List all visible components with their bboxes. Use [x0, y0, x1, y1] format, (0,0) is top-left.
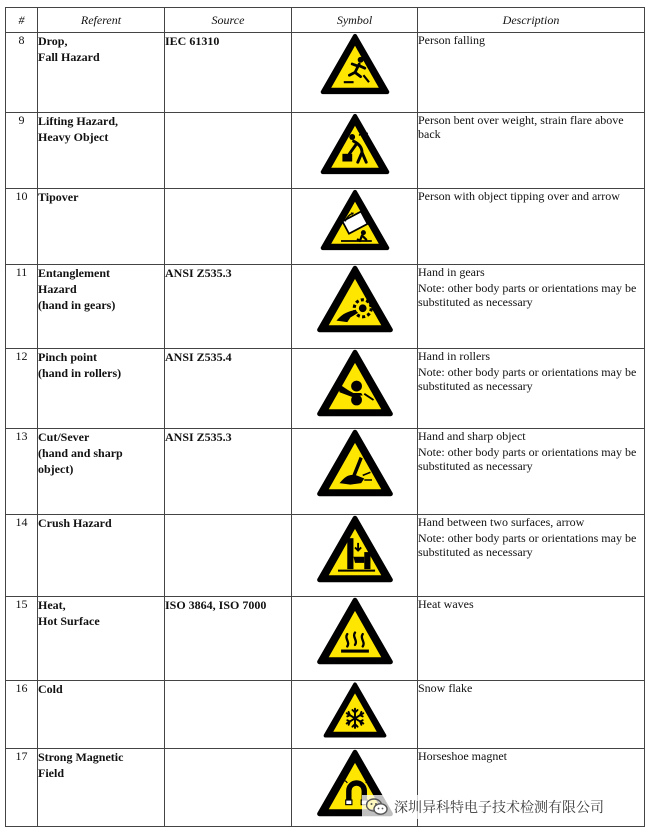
table-body — [6, 33, 645, 827]
description-text: Hand in gears — [418, 265, 485, 279]
watermark — [362, 795, 608, 819]
person-falling-icon — [320, 33, 390, 95]
referent-cell — [38, 681, 165, 749]
header-source: Source — [165, 8, 292, 33]
symbol-cell — [292, 113, 418, 189]
description-cell — [418, 349, 645, 429]
referent-cell — [38, 113, 165, 189]
source-cell: ANSI Z535.3 — [165, 429, 292, 515]
description-note: Note: other body parts or orientations may be substituted as necessary — [418, 445, 637, 473]
description-cell — [418, 265, 645, 349]
source-cell — [165, 113, 292, 189]
table-header-row — [6, 8, 645, 33]
table-row — [6, 113, 645, 189]
symbol-cell — [292, 597, 418, 681]
symbol-cell — [292, 681, 418, 749]
row-number: 8 — [6, 33, 38, 113]
description-note: Note: other body parts or orientations may be substituted as necessary — [418, 531, 637, 559]
referent-cell — [38, 749, 165, 827]
source-cell: IEC 61310 — [165, 33, 292, 113]
heat-waves-icon — [316, 597, 394, 665]
description-text: Person bent over weight, strain flare above back — [418, 113, 624, 141]
referent-line: Hot Surface — [38, 614, 100, 628]
header-description: Description — [418, 8, 645, 33]
description-cell — [418, 681, 645, 749]
referent-cell — [38, 515, 165, 597]
referent-line: (hand in rollers) — [38, 366, 122, 380]
referent-line: Drop, — [38, 34, 68, 48]
cut-sever-icon — [316, 429, 394, 497]
referent-line: Hazard — [38, 282, 77, 296]
referent-line: Pinch point — [38, 350, 98, 364]
referent-line: Lifting Hazard, — [38, 114, 118, 128]
source-cell: ANSI Z535.4 — [165, 349, 292, 429]
referent-line: Crush Hazard — [38, 516, 112, 530]
watermark-text: 深圳异科特电子技术检测有限公司 — [394, 800, 604, 816]
source-cell: ANSI Z535.3 — [165, 265, 292, 349]
description-text: Hand between two surfaces, arrow — [418, 515, 585, 529]
row-number: 16 — [6, 681, 38, 749]
referent-line: Heavy Object — [38, 130, 109, 144]
symbol-cell — [292, 265, 418, 349]
table-row — [6, 429, 645, 515]
row-number: 11 — [6, 265, 38, 349]
header-symbol: Symbol — [292, 8, 418, 33]
referent-cell — [38, 33, 165, 113]
description-cell — [418, 189, 645, 265]
description-text: Hand and sharp object — [418, 429, 526, 443]
table-row — [6, 515, 645, 597]
symbol-cell — [292, 33, 418, 113]
description-cell — [418, 597, 645, 681]
description-text: Snow flake — [418, 681, 473, 695]
row-number: 13 — [6, 429, 38, 515]
row-number: 14 — [6, 515, 38, 597]
row-number: 15 — [6, 597, 38, 681]
referent-cell — [38, 429, 165, 515]
referent-cell — [38, 349, 165, 429]
referent-line: Field — [38, 766, 64, 780]
source-cell — [165, 681, 292, 749]
table-row — [6, 597, 645, 681]
referent-line: Cold — [38, 682, 63, 696]
symbol-cell — [292, 189, 418, 265]
referent-line: Cut/Sever — [38, 430, 90, 444]
referent-line: object) — [38, 462, 74, 476]
table-row — [6, 681, 645, 749]
description-text: Heat waves — [418, 597, 474, 611]
header-referent: Referent — [38, 8, 165, 33]
source-cell: ISO 3864, ISO 7000 — [165, 597, 292, 681]
lifting-hazard-icon — [320, 113, 390, 175]
description-note: Note: other body parts or orientations may be substituted as necessary — [418, 281, 637, 309]
referent-line: (hand in gears) — [38, 298, 116, 312]
referent-cell — [38, 597, 165, 681]
description-cell — [418, 429, 645, 515]
referent-line: Heat, — [38, 598, 66, 612]
description-cell — [418, 515, 645, 597]
description-cell — [418, 33, 645, 113]
row-number: 9 — [6, 113, 38, 189]
row-number: 17 — [6, 749, 38, 827]
hand-in-gears-icon — [316, 265, 394, 333]
snowflake-icon — [323, 681, 387, 739]
row-number: 12 — [6, 349, 38, 429]
table-row — [6, 33, 645, 113]
row-number: 10 — [6, 189, 38, 265]
description-text: Person falling — [418, 33, 485, 47]
referent-line: (hand and sharp — [38, 446, 123, 460]
source-cell — [165, 189, 292, 265]
symbol-cell — [292, 515, 418, 597]
referent-cell — [38, 189, 165, 265]
description-cell — [418, 113, 645, 189]
symbol-cell — [292, 429, 418, 515]
description-text: Person with object tipping over and arrow — [418, 189, 620, 203]
hand-in-rollers-icon — [316, 349, 394, 417]
source-cell — [165, 749, 292, 827]
referent-line: Tipover — [38, 190, 79, 204]
crush-hazard-icon — [316, 515, 394, 583]
description-note: Note: other body parts or orientations may be substituted as necessary — [418, 365, 637, 393]
description-text: Hand in rollers — [418, 349, 490, 363]
source-cell — [165, 515, 292, 597]
table-row — [6, 349, 645, 429]
referent-cell — [38, 265, 165, 349]
wechat-icon — [366, 798, 388, 816]
description-text: Horseshoe magnet — [418, 749, 507, 763]
table-row — [6, 189, 645, 265]
symbol-cell — [292, 349, 418, 429]
referent-line: Strong Magnetic — [38, 750, 124, 764]
referent-line: Entanglement — [38, 266, 110, 280]
referent-line: Fall Hazard — [38, 50, 100, 64]
table-row — [6, 265, 645, 349]
hazard-symbol-table — [5, 7, 645, 827]
tipover-icon — [320, 189, 390, 251]
header-num: # — [6, 8, 38, 33]
